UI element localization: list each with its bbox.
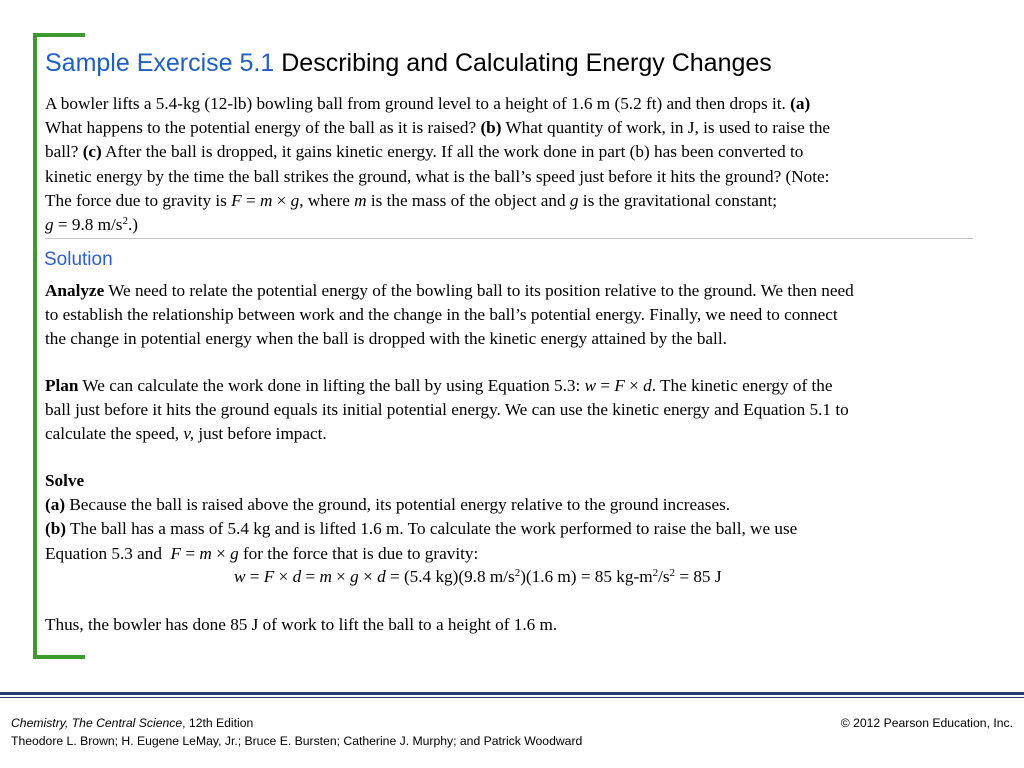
text: just before impact.	[194, 424, 327, 444]
superscript: 2	[514, 567, 521, 579]
superscript: 2	[122, 215, 128, 228]
text: What quantity of work, in J, is used to raise the	[501, 118, 831, 138]
footer-rule-thin	[0, 697, 1024, 698]
section-label: Analyze	[45, 281, 105, 300]
var: w	[584, 376, 597, 395]
problem-line: kinetic energy by the time the ball strikes the ground, what is the ball’s speed just before it hits the ground? (Note:	[45, 166, 830, 186]
plan-line: ball just before it hits the ground equals its initial potential energy. We can use the kinetic energy and Equation 5.1 to	[45, 400, 849, 420]
text: We can calculate the work done in lifting the ball by using Equation 5.3:	[78, 376, 585, 395]
var: g	[350, 567, 359, 586]
var: F	[231, 190, 242, 210]
var: d	[292, 567, 302, 586]
solve-line	[45, 542, 995, 566]
solve-section	[45, 469, 995, 566]
text: ×	[272, 190, 291, 210]
text: =	[181, 543, 200, 563]
text: What happens to the potential energy of the ball as it is raised?	[45, 118, 481, 138]
plan-line	[45, 374, 995, 398]
solution-heading: Solution	[44, 249, 113, 270]
var: m	[354, 190, 367, 210]
text: Because the ball is raised above the ground, its potential energy relative to the ground increases.	[65, 495, 731, 515]
var: F	[263, 567, 275, 586]
part-label: (b)	[45, 519, 67, 539]
section-label: Plan	[45, 376, 79, 395]
problem-line	[45, 92, 975, 116]
problem-line	[45, 189, 975, 213]
var: g	[290, 190, 300, 210]
text: /s	[658, 567, 670, 586]
plan-line	[45, 422, 995, 446]
var: F	[170, 543, 182, 563]
text: =	[596, 376, 615, 395]
book-title: Chemistry, The Central Science	[11, 716, 183, 730]
var: g	[45, 215, 54, 235]
text: .)	[128, 215, 139, 235]
text: is the gravitational constant;	[578, 190, 778, 210]
footer-copyright: © 2012 Pearson Education, Inc.	[840, 716, 1013, 730]
var: F	[614, 376, 625, 395]
text: calculate the speed,	[45, 424, 184, 444]
var: g	[569, 190, 579, 210]
text: ×	[331, 567, 351, 586]
analyze-section	[45, 279, 995, 352]
var: g	[230, 543, 239, 563]
var: v,	[183, 424, 195, 444]
text: The force due to gravity is	[45, 190, 232, 210]
part-label: (a)	[790, 94, 811, 113]
slide-title	[45, 49, 772, 78]
analyze-line: to establish the relationship between work and the change in the ball’s potential energy. Finally, we need to connect	[45, 305, 838, 325]
problem-line	[45, 140, 975, 164]
text: A bowler lifts a 5.4-kg (12-lb) bowling ball from ground level to a height of 1.6 m (5.2 ft) and then drops it.	[45, 94, 791, 113]
text: Equation 5.3 and	[45, 543, 171, 563]
plan-section	[45, 374, 995, 447]
analyze-line	[45, 279, 995, 303]
var: w	[234, 567, 246, 586]
analyze-line: the change in potential energy when the ball is dropped with the kinetic energy attained by the ball.	[45, 329, 727, 349]
problem-line	[45, 213, 975, 237]
part-label: (c)	[82, 142, 102, 162]
footer-authors: Theodore L. Brown; H. Eugene LeMay, Jr.; Bruce E. Bursten; Catherine J. Murphy; and Patrick Woodward	[11, 734, 583, 748]
text: ball?	[45, 142, 83, 162]
text: = (5.4 kg)(9.8 m/s	[385, 567, 515, 586]
var: m	[199, 543, 212, 563]
var: d	[377, 567, 386, 586]
text: ×	[211, 543, 231, 563]
problem-statement	[45, 92, 975, 237]
text: , where	[299, 190, 355, 210]
var: m	[259, 190, 273, 210]
part-label: (a)	[45, 495, 66, 515]
text: = 9.8 m/s	[53, 215, 123, 235]
exercise-label: Sample Exercise 5.1	[45, 49, 275, 77]
text: )(1.6 m) = 85 kg-m	[520, 567, 653, 586]
solve-line	[45, 493, 995, 517]
section-label: Solve	[45, 471, 85, 490]
text: = 85 J	[675, 567, 722, 586]
work-equation	[234, 565, 722, 589]
text: =	[301, 567, 320, 586]
edition: , 12th Edition	[182, 716, 254, 730]
text: is the mass of the object and	[366, 190, 570, 210]
text: We need to relate the potential energy of the bowling ball to its position relative to the ground. We then need	[104, 281, 854, 300]
section-divider	[45, 238, 973, 239]
conclusion-text: Thus, the bowler has done 85 J of work to lift the ball to a height of 1.6 m.	[45, 615, 558, 634]
text: =	[241, 190, 260, 210]
var: m	[319, 567, 332, 586]
footer-rule	[0, 692, 1024, 695]
text: ×	[274, 567, 293, 586]
text: for the force that is due to gravity:	[238, 543, 479, 563]
superscript: 2	[669, 567, 676, 579]
superscript: 2	[652, 567, 659, 579]
text: . The kinetic energy of the	[651, 376, 833, 395]
text: After the ball is dropped, it gains kinetic energy. If all the work done in part (b) has been converted to	[101, 142, 804, 162]
text: ×	[358, 567, 378, 586]
footer-book-title	[11, 716, 253, 730]
solve-line	[45, 517, 995, 541]
problem-line	[45, 116, 975, 140]
text: The ball has a mass of 5.4 kg and is lifted 1.6 m. To calculate the work performed to raise the ball, we use	[66, 519, 798, 539]
var: d	[643, 376, 652, 395]
text: ×	[624, 376, 644, 395]
text: =	[245, 567, 264, 586]
exercise-topic: Describing and Calculating Energy Changes	[281, 49, 772, 77]
part-label: (b)	[480, 118, 502, 138]
solve-heading	[45, 469, 995, 493]
